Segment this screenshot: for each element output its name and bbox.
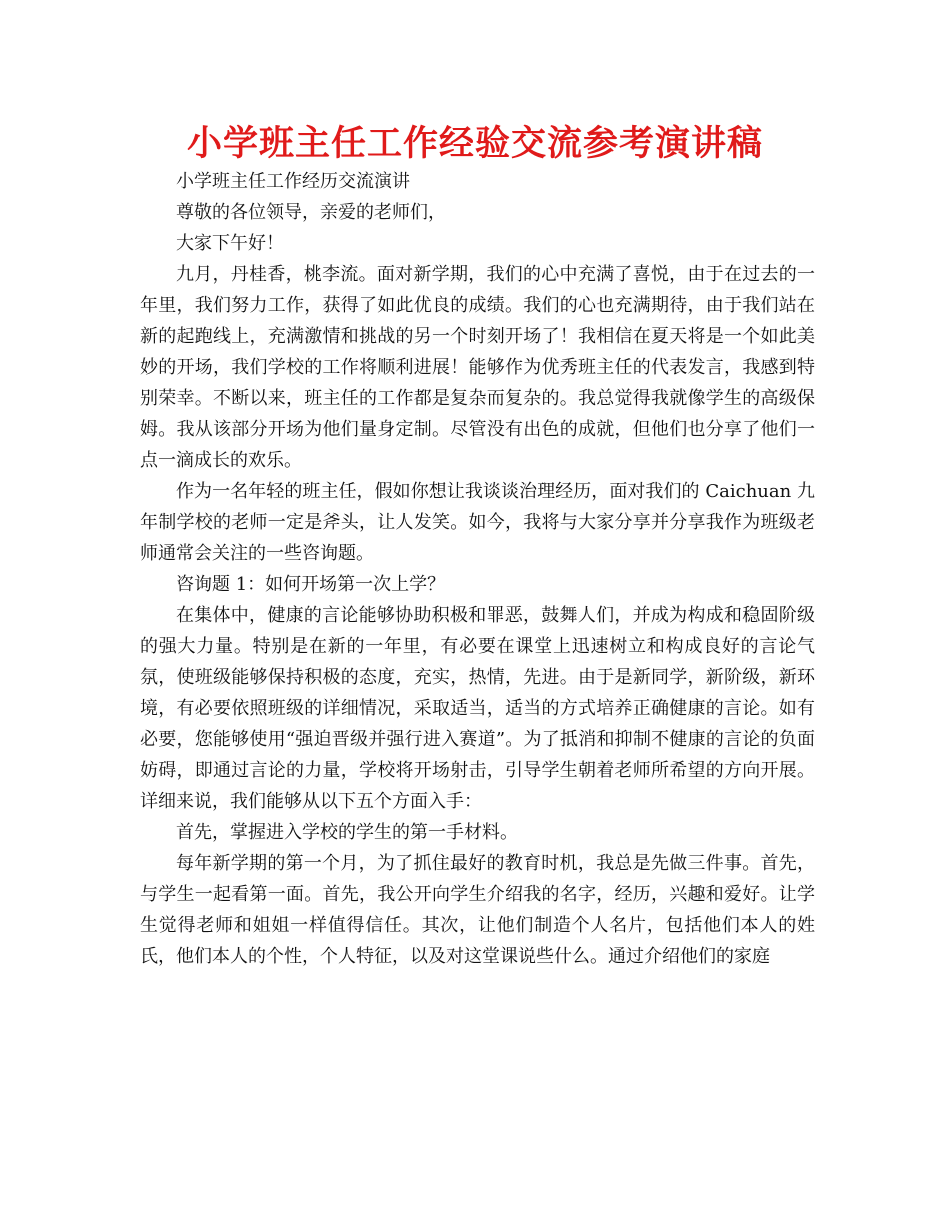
- paragraph: 尊敬的各位领导，亲爱的老师们，: [176, 202, 446, 223]
- paragraph: 作为一名年轻的班主任，假如你想让我谈谈治理经历，面对我们的 Caichuan 九年制学校的老师一定是斧头，让人发笑。如今，我将与大家分享并分享我作为班级老师通常会关注的一些咨询题。: [140, 481, 815, 564]
- document-title: 小学班主任工作经验交流参考演讲稿: [186, 124, 763, 164]
- paragraph: 九月，丹桂香，桃李流。面对新学期，我们的心中充满了喜悦，由于在过去的一年里，我们努力工作，获得了如此优良的成绩。我们的心也充满期待，由于我们站在新的起跑线上，充满激情和挑战的另一个时刻开场了！我相信在夏天将是一个如此美妙的开场，我们学校的工作将顺利进展！能够作为优秀班主任的代表发言，我感到特别荣幸。不断以来，班主任的工作都是复杂而复杂的。我总觉得我就像学生的高级保姆。我从该部分开场为他们量身定制。尽管没有出色的成就，但他们也分享了他们一点一滴成长的欢乐。: [140, 264, 815, 471]
- paragraph: 首先，掌握进入学校的学生的第一手材料。: [176, 822, 518, 843]
- paragraph: 大家下午好！: [176, 233, 284, 254]
- paragraph: 每年新学期的第一个月，为了抓住最好的教育时机，我总是先做三件事。首先，与学生一起看第一面。首先，我公开向学生介绍我的名字，经历，兴趣和爱好。让学生觉得老师和姐姐一样值得信任。其次，让他们制造个人名片，包括他们本人的姓氏，他们本人的个性，个人特征，以及对这堂课说些什么。通过介绍他们的家庭: [140, 853, 815, 967]
- paragraph: 咨询题 1：如何开场第一次上学？: [176, 574, 446, 595]
- document-body: [140, 166, 815, 972]
- paragraph: 在集体中，健康的言论能够协助积极和罪恶，鼓舞人们，并成为构成和稳固阶级的强大力量。特别是在新的一年里，有必要在课堂上迅速树立和构成良好的言论气氛，使班级能够保持积极的态度，充实，热情，先进。由于是新同学，新阶级，新环境，有必要依照班级的详细情况，采取适当，适当的方式培养正确健康的言论。如有必要，您能够使用“强迫晋级并强行进入赛道”。为了抵消和抑制不健康的言论的负面妨碍，即通过言论的力量，学校将开场射击，引导学生朝着老师所希望的方向开展。详细来说，我们能够从以下五个方面入手：: [140, 605, 815, 812]
- paragraph: 小学班主任工作经历交流演讲: [176, 171, 410, 192]
